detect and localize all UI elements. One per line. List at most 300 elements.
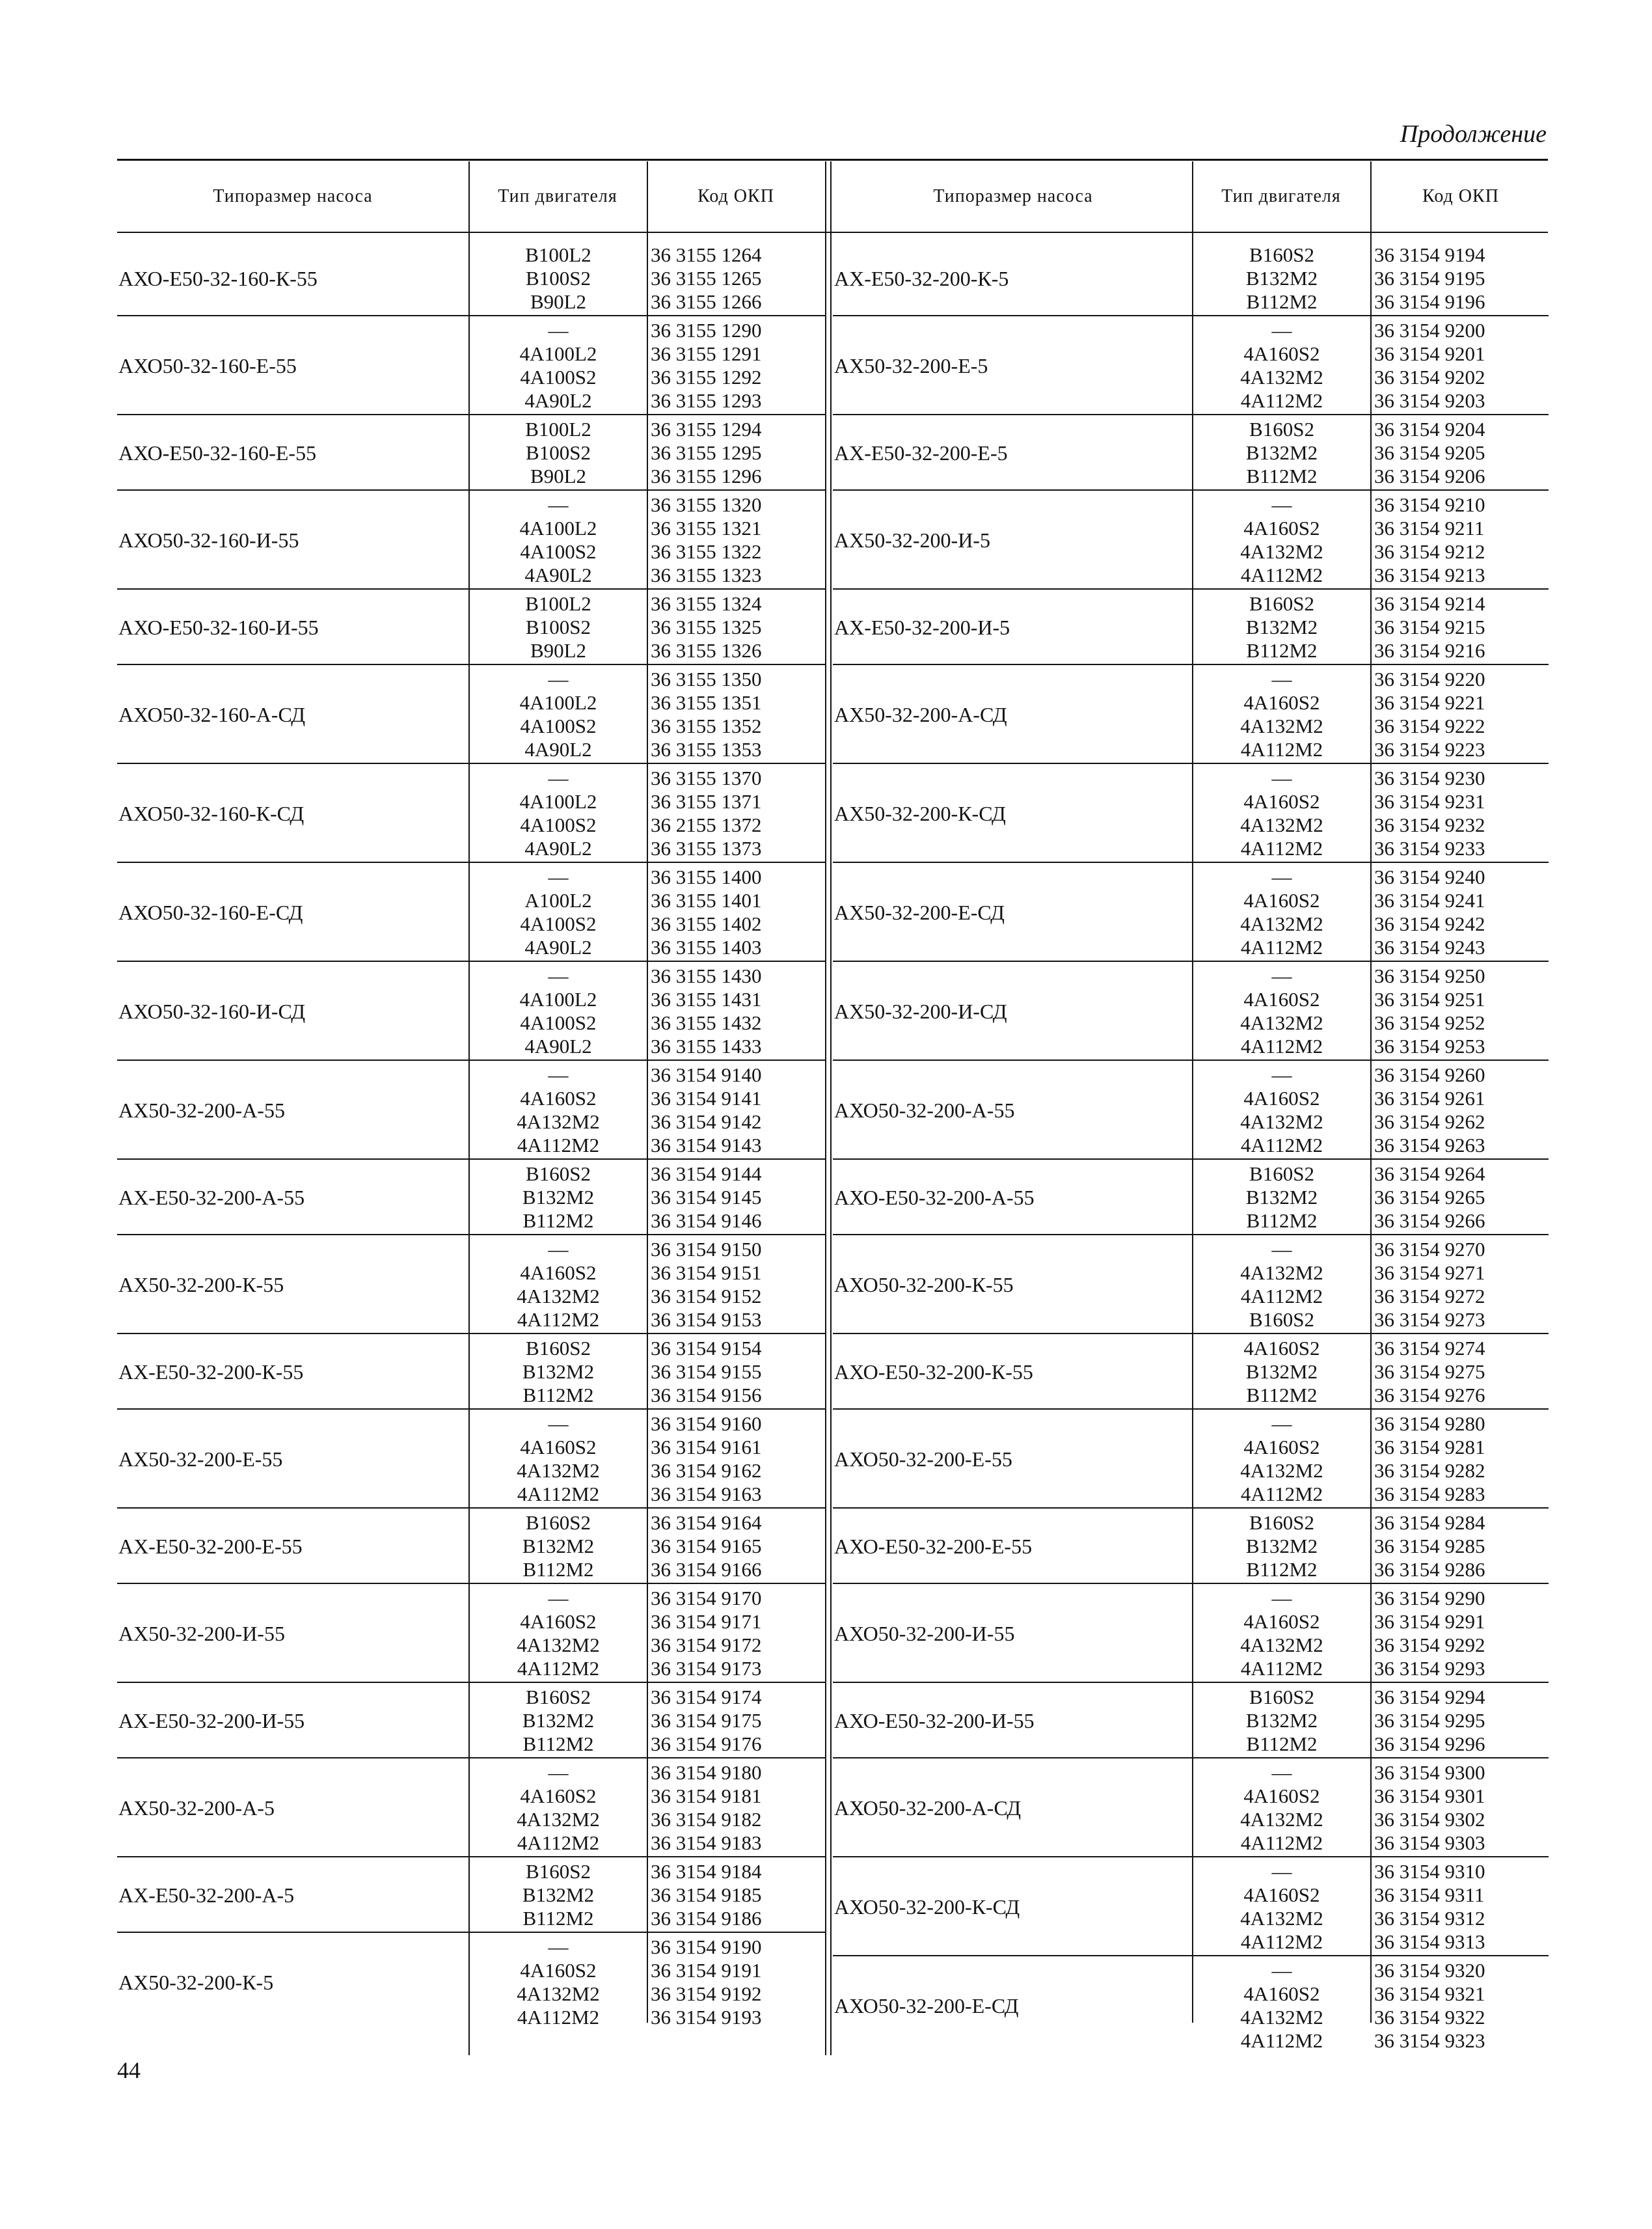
table-row (117, 1857, 825, 1933)
pump-size-cell: АХ-Е50-32-200-А-55 (118, 1185, 305, 1209)
pump-size-cell: АХО50-32-200-К-СД (834, 1894, 1020, 1919)
engine-type: — (1271, 1238, 1292, 1261)
engine-type: — (548, 493, 569, 516)
okp-code: 36 3154 9172 (651, 1634, 762, 1656)
engine-type: В90L2 (530, 639, 587, 662)
engine-type: В112М2 (1246, 1732, 1318, 1755)
okp-code: 36 3154 9220 (1374, 668, 1485, 691)
engine-type-cell (470, 1509, 647, 1584)
okp-code: 36 3154 9186 (651, 1907, 762, 1930)
engine-type: 4А132М2 (1240, 2006, 1323, 2029)
okp-code: 36 3154 9214 (1374, 592, 1485, 615)
okp-code: 36 3154 9181 (651, 1785, 762, 1807)
okp-code: 36 3155 1373 (651, 837, 762, 860)
engine-type: 4А132М2 (1240, 540, 1323, 563)
okp-code: 36 3154 9321 (1374, 1982, 1485, 2005)
pump-size-cell: АХ-Е50-32-200-А-5 (118, 1883, 295, 1907)
table-row (833, 1061, 1549, 1160)
engine-type-cell (1193, 316, 1370, 415)
table-row (833, 764, 1549, 863)
okp-code: 36 3154 9203 (1374, 389, 1485, 412)
okp-code: 36 3155 1291 (651, 342, 762, 365)
engine-type-cell (470, 316, 647, 415)
okp-code: 36 3154 9173 (651, 1657, 762, 1680)
okp-code-cell (1372, 1235, 1549, 1334)
okp-code: 36 3155 1351 (651, 691, 762, 714)
table-row (833, 590, 1549, 665)
engine-type: 4А112М2 (1240, 564, 1323, 586)
table-row (117, 590, 825, 665)
okp-code: 36 3155 1432 (651, 1011, 762, 1034)
engine-type: 4А100L2 (519, 790, 597, 813)
okp-code: 36 3154 9290 (1374, 1587, 1485, 1609)
pump-size-cell: АХ-Е50-32-200-И-5 (834, 615, 1010, 639)
table-row (117, 1509, 825, 1584)
pump-size-cell: АХО-Е50-32-160-К-55 (118, 266, 318, 290)
engine-type: В112М2 (1246, 290, 1318, 313)
okp-code: 36 3155 1402 (651, 912, 762, 935)
engine-type: 4А112М2 (517, 1483, 600, 1505)
okp-code: 36 3154 9311 (1374, 1883, 1485, 1906)
engine-type: 4А132М2 (1240, 1459, 1323, 1482)
table-row (117, 1933, 825, 2032)
okp-code: 36 3154 9302 (1374, 1808, 1485, 1831)
engine-type-cell (1193, 1683, 1370, 1758)
okp-code-cell (648, 863, 825, 962)
engine-type: В132М2 (522, 1186, 595, 1209)
okp-code: 36 3154 9253 (1374, 1035, 1485, 1058)
okp-code: 36 3155 1294 (651, 418, 762, 441)
engine-type-cell (1193, 962, 1370, 1061)
okp-code: 36 3154 9294 (1374, 1686, 1485, 1708)
engine-type: В160S2 (526, 1162, 591, 1185)
engine-type: В100S2 (526, 616, 591, 638)
engine-type: 4А100S2 (520, 366, 597, 389)
engine-type: — (1271, 319, 1292, 342)
engine-type: В112М2 (522, 1907, 594, 1930)
okp-code-cell (1372, 1584, 1549, 1683)
okp-code-cell (1372, 764, 1549, 863)
engine-type: В132М2 (1245, 441, 1318, 464)
okp-code: 36 3155 1321 (651, 517, 762, 540)
okp-code-cell (1372, 241, 1549, 316)
okp-code: 36 3154 9156 (651, 1384, 762, 1406)
engine-type: 4А90L2 (524, 389, 592, 412)
okp-code: 36 3154 9250 (1374, 964, 1485, 987)
okp-code: 36 3154 9276 (1374, 1384, 1485, 1406)
pump-size-cell: АХО-Е50-32-200-И-55 (834, 1708, 1035, 1732)
okp-code: 36 3154 9273 (1374, 1308, 1485, 1331)
okp-code: 36 3155 1400 (651, 866, 762, 888)
okp-code: 36 3155 1401 (651, 889, 762, 912)
okp-code: 36 3154 9182 (651, 1808, 762, 1831)
engine-type-cell (470, 1683, 647, 1758)
engine-type: — (548, 1587, 569, 1609)
engine-type: В100L2 (525, 592, 591, 615)
pump-size-cell: АХО50-32-160-К-СД (118, 801, 305, 825)
engine-type: — (1271, 964, 1292, 987)
okp-code: 36 3154 9252 (1374, 1011, 1485, 1034)
engine-type: 4А90L2 (524, 837, 592, 860)
engine-type: 4А132М2 (1240, 1110, 1323, 1133)
engine-type-cell (1193, 1509, 1370, 1584)
table-row (117, 962, 825, 1061)
okp-code: 36 3154 9210 (1374, 493, 1485, 516)
okp-code: 36 3154 9264 (1374, 1162, 1485, 1185)
engine-type-cell (470, 1334, 647, 1410)
engine-type: 4А160S2 (1243, 1087, 1320, 1110)
engine-type: 4А112М2 (1240, 1831, 1323, 1854)
engine-type: 4А160S2 (1243, 1982, 1320, 2005)
engine-type: В160S2 (1249, 418, 1314, 441)
header-pump-right: Типоразмер насоса (933, 186, 1093, 206)
okp-code: 36 3154 9196 (1374, 290, 1485, 313)
okp-code-cell (648, 1235, 825, 1334)
engine-type: — (1271, 668, 1292, 691)
okp-code-cell (648, 491, 825, 590)
table-row (833, 962, 1549, 1061)
okp-code-cell (648, 1683, 825, 1758)
engine-type: 4А112М2 (1240, 389, 1323, 412)
okp-code: 36 3154 9270 (1374, 1238, 1485, 1261)
engine-type: 4А160S2 (1243, 1436, 1320, 1458)
engine-type: 4А132М2 (1240, 912, 1323, 935)
okp-code-cell (1372, 1758, 1549, 1857)
engine-type-cell (470, 1235, 647, 1334)
engine-type: В100L2 (525, 243, 591, 266)
engine-type-cell (1193, 1334, 1370, 1410)
engine-type: В100S2 (526, 441, 591, 464)
engine-type: В112М2 (522, 1209, 594, 1232)
pump-size-cell: АХ-Е50-32-200-Е-5 (834, 441, 1008, 465)
okp-code: 36 3154 9144 (651, 1162, 762, 1185)
engine-type: 4А90L2 (524, 936, 592, 959)
engine-type-cell (470, 1933, 647, 2032)
engine-type: 4А160S2 (520, 1785, 597, 1807)
engine-type-cell (1193, 764, 1370, 863)
okp-code: 36 3154 9275 (1374, 1360, 1485, 1383)
engine-type-cell (470, 1857, 647, 1933)
page-number: 44 (117, 2057, 141, 2083)
pump-size-cell: АХО-Е50-32-200-К-55 (834, 1360, 1033, 1384)
okp-code-cell (1372, 316, 1549, 415)
okp-code: 36 3154 9262 (1374, 1110, 1485, 1133)
engine-type: В160S2 (1249, 1162, 1314, 1185)
table-row (117, 316, 825, 415)
okp-code: 36 3155 1266 (651, 290, 762, 313)
engine-type: 4А112М2 (1240, 1930, 1323, 1953)
engine-type: — (1271, 1959, 1292, 1982)
engine-type: 4А160S2 (1243, 1337, 1320, 1360)
okp-code: 36 3154 9193 (651, 2006, 762, 2029)
pump-size-cell: АХО50-32-200-А-СД (834, 1796, 1022, 1820)
okp-code: 36 3154 9260 (1374, 1063, 1485, 1086)
okp-code: 36 3155 1290 (651, 319, 762, 342)
okp-code-cell (648, 1933, 825, 2032)
okp-code: 36 3154 9296 (1374, 1732, 1485, 1755)
okp-code: 36 3154 9222 (1374, 715, 1485, 737)
engine-type: В160S2 (526, 1860, 591, 1883)
header-code-left: Код ОКП (697, 186, 774, 206)
engine-type: В160S2 (526, 1686, 591, 1708)
engine-type: 4А112М2 (517, 1831, 600, 1854)
engine-type: — (548, 1761, 569, 1784)
engine-type: — (1271, 866, 1292, 888)
okp-code: 36 3154 9176 (651, 1732, 762, 1755)
okp-code: 36 3154 9243 (1374, 936, 1485, 959)
okp-code: 36 3154 9265 (1374, 1186, 1485, 1209)
okp-code: 36 3155 1430 (651, 964, 762, 987)
engine-type: 4А132М2 (1240, 814, 1323, 836)
pump-size-cell: АХО50-32-200-И-55 (834, 1621, 1015, 1645)
okp-code: 36 3154 9286 (1374, 1558, 1485, 1581)
header-pump-left: Типоразмер насоса (213, 186, 373, 206)
engine-type-cell (1193, 415, 1370, 491)
okp-code: 36 3155 1295 (651, 441, 762, 464)
okp-code: 36 3154 9202 (1374, 366, 1485, 389)
okp-code: 36 3154 9240 (1374, 866, 1485, 888)
engine-type: В90L2 (530, 290, 587, 313)
engine-type: 4А112М2 (1240, 738, 1323, 761)
okp-code: 36 3155 1371 (651, 790, 762, 813)
engine-type: В112М2 (1246, 1558, 1318, 1581)
engine-type: В160S2 (526, 1337, 591, 1360)
okp-code-cell (1372, 590, 1549, 665)
okp-code-cell (648, 1334, 825, 1410)
okp-code: 36 3154 9322 (1374, 2006, 1485, 2029)
okp-code: 36 3154 9272 (1374, 1285, 1485, 1307)
engine-type: В132М2 (522, 1535, 595, 1557)
engine-type: 4А132М2 (517, 1285, 600, 1307)
pump-size-cell: АХО-Е50-32-160-И-55 (118, 615, 319, 639)
table-row (833, 863, 1549, 962)
engine-type: В100L2 (525, 418, 591, 441)
okp-code: 36 3154 9184 (651, 1860, 762, 1883)
engine-type: В132М2 (1245, 616, 1318, 638)
engine-type-cell (1193, 491, 1370, 590)
engine-type: 4А160S2 (1243, 988, 1320, 1011)
pump-size-cell: АХО50-32-160-Е-СД (118, 900, 303, 924)
engine-type: 4А160S2 (1243, 1883, 1320, 1906)
left-half-table (117, 241, 825, 2032)
pump-size-cell: АХ50-32-200-А-55 (118, 1098, 285, 1122)
table-row (833, 241, 1549, 316)
pump-size-cell: АХ50-32-200-И-СД (834, 999, 1007, 1023)
engine-type: В90L2 (530, 465, 587, 487)
pump-size-cell: АХ50-32-200-А-5 (118, 1796, 275, 1820)
okp-code: 36 3154 9154 (651, 1337, 762, 1360)
engine-type: В132М2 (1245, 1186, 1318, 1209)
okp-code: 36 3154 9190 (651, 1935, 762, 1958)
okp-code: 36 3154 9171 (651, 1610, 762, 1633)
okp-code-cell (648, 415, 825, 491)
pump-size-cell: АХО-Е50-32-200-А-55 (834, 1185, 1035, 1209)
engine-type: 4А160S2 (1243, 1610, 1320, 1633)
engine-type: 4А132М2 (1240, 1011, 1323, 1034)
engine-type: 4А132М2 (517, 1634, 600, 1656)
okp-code: 36 3154 9183 (651, 1831, 762, 1854)
engine-type: 4А160S2 (520, 1261, 597, 1284)
okp-code: 36 3154 9295 (1374, 1709, 1485, 1732)
pump-size-cell: АХ50-32-200-И-5 (834, 528, 990, 552)
pump-size-cell: АХ-Е50-32-200-Е-55 (118, 1534, 303, 1558)
header-code-right: Код ОКП (1422, 186, 1499, 206)
okp-code: 36 3155 1431 (651, 988, 762, 1011)
okp-code: 36 3154 9312 (1374, 1907, 1485, 1930)
okp-code: 36 3154 9141 (651, 1087, 762, 1110)
engine-type-cell (1193, 1061, 1370, 1160)
okp-code: 36 3154 9301 (1374, 1785, 1485, 1807)
engine-type-cell (1193, 1758, 1370, 1857)
okp-code: 36 3154 9241 (1374, 889, 1485, 912)
table-row (117, 1334, 825, 1410)
engine-type-cell (1193, 1857, 1370, 1956)
engine-type: А100L2 (524, 889, 592, 912)
okp-code: 36 3154 9174 (651, 1686, 762, 1708)
table-row (833, 1758, 1549, 1857)
engine-type: — (548, 964, 569, 987)
engine-type: 4А160S2 (1243, 790, 1320, 813)
right-half-table (833, 241, 1549, 2055)
engine-type: — (548, 1063, 569, 1086)
table-row (833, 665, 1549, 764)
engine-type-cell (470, 1160, 647, 1235)
engine-type: — (1271, 1587, 1292, 1609)
okp-code-cell (648, 1410, 825, 1509)
okp-code: 36 3155 1350 (651, 668, 762, 691)
engine-type: 4А132М2 (1240, 1907, 1323, 1930)
engine-type-cell (470, 1584, 647, 1683)
table-row (117, 764, 825, 863)
engine-type-cell (1193, 1160, 1370, 1235)
okp-code: 36 3154 9303 (1374, 1831, 1485, 1854)
okp-code-cell (1372, 962, 1549, 1061)
table-row (117, 1235, 825, 1334)
engine-type: — (548, 319, 569, 342)
okp-code: 36 3154 9200 (1374, 319, 1485, 342)
engine-type: — (1271, 1761, 1292, 1784)
okp-code: 36 3155 1325 (651, 616, 762, 638)
okp-code-cell (648, 665, 825, 764)
engine-type: 4А160S2 (520, 1436, 597, 1458)
engine-type: В160S2 (1249, 1511, 1314, 1534)
table-row (833, 1160, 1549, 1235)
col-rule-center-b (830, 161, 832, 2055)
engine-type: В160S2 (1249, 243, 1314, 266)
okp-code: 36 3154 9142 (651, 1110, 762, 1133)
okp-code-cell (1372, 665, 1549, 764)
engine-type: — (1271, 767, 1292, 789)
pump-size-cell: АХ50-32-200-Е-55 (118, 1447, 283, 1471)
okp-code: 36 3154 9205 (1374, 441, 1485, 464)
engine-type: В160S2 (1249, 1308, 1314, 1331)
engine-type-cell (470, 863, 647, 962)
table-row (833, 1956, 1549, 2055)
okp-code: 36 3154 9231 (1374, 790, 1485, 813)
engine-type: — (548, 1412, 569, 1435)
okp-code: 36 3155 1326 (651, 639, 762, 662)
okp-code: 36 3155 1293 (651, 389, 762, 412)
okp-code: 36 3154 9180 (651, 1761, 762, 1784)
engine-type: В112М2 (1246, 639, 1318, 662)
okp-code-cell (648, 241, 825, 316)
engine-type: 4А132М2 (1240, 366, 1323, 389)
okp-code: 36 3155 1322 (651, 540, 762, 563)
engine-type: 4А112М2 (517, 1657, 600, 1680)
okp-code: 36 3155 1323 (651, 564, 762, 586)
okp-code: 36 3154 9152 (651, 1285, 762, 1307)
okp-code-cell (1372, 1334, 1549, 1410)
table-row (117, 665, 825, 764)
engine-type: 4А100S2 (520, 912, 597, 935)
okp-code: 36 3154 9212 (1374, 540, 1485, 563)
engine-type: 4А90L2 (524, 564, 592, 586)
engine-type: 4А160S2 (1243, 889, 1320, 912)
okp-code-cell (1372, 415, 1549, 491)
okp-code: 36 3155 1353 (651, 738, 762, 761)
engine-type: В160S2 (526, 1511, 591, 1534)
pump-size-cell: АХО50-32-200-Е-55 (834, 1447, 1012, 1471)
okp-code: 36 3154 9261 (1374, 1087, 1485, 1110)
engine-type-cell (470, 491, 647, 590)
okp-code: 36 3154 9191 (651, 1959, 762, 1982)
engine-type: 4А100L2 (519, 342, 597, 365)
engine-type: 4А160S2 (520, 1959, 597, 1982)
okp-code: 36 3154 9223 (1374, 738, 1485, 761)
okp-code: 36 3154 9170 (651, 1587, 762, 1609)
engine-type-cell (470, 962, 647, 1061)
engine-type: — (548, 767, 569, 789)
table-row (833, 1509, 1549, 1584)
okp-code: 36 3154 9233 (1374, 837, 1485, 860)
engine-type: 4А132М2 (1240, 715, 1323, 737)
engine-type: В112М2 (1246, 1209, 1318, 1232)
table-row (117, 1758, 825, 1857)
col-rule-center-a (825, 161, 826, 2055)
table-header-rule (117, 232, 1548, 233)
okp-code: 36 3154 9320 (1374, 1959, 1485, 1982)
engine-type: — (548, 866, 569, 888)
table-row (833, 1235, 1549, 1334)
engine-type: 4А132М2 (517, 1808, 600, 1831)
table-row (833, 316, 1549, 415)
engine-type: 4А100S2 (520, 1011, 597, 1034)
engine-type: 4А112М2 (1240, 1285, 1323, 1307)
engine-type-cell (470, 764, 647, 863)
table-row (117, 1061, 825, 1160)
okp-code: 36 3154 9162 (651, 1459, 762, 1482)
okp-code-cell (648, 1061, 825, 1160)
engine-type-cell (470, 1061, 647, 1160)
engine-type: 4А112М2 (517, 1134, 600, 1156)
okp-code: 36 3154 9283 (1374, 1483, 1485, 1505)
header-engine-left: Тип двигателя (498, 186, 617, 206)
engine-type: В132М2 (1245, 1360, 1318, 1383)
engine-type: В112М2 (1246, 465, 1318, 487)
engine-type-cell (470, 665, 647, 764)
table-row (117, 415, 825, 491)
engine-type: — (548, 668, 569, 691)
table-row (117, 1584, 825, 1683)
table-row (833, 1584, 1549, 1683)
okp-code: 36 3154 9291 (1374, 1610, 1485, 1633)
engine-type-cell (1193, 1410, 1370, 1509)
okp-code: 36 3155 1433 (651, 1035, 762, 1058)
okp-code: 36 3154 9143 (651, 1134, 762, 1156)
okp-code: 36 3154 9230 (1374, 767, 1485, 789)
engine-type: 4А112М2 (1240, 837, 1323, 860)
engine-type: 4А132М2 (517, 1110, 600, 1133)
